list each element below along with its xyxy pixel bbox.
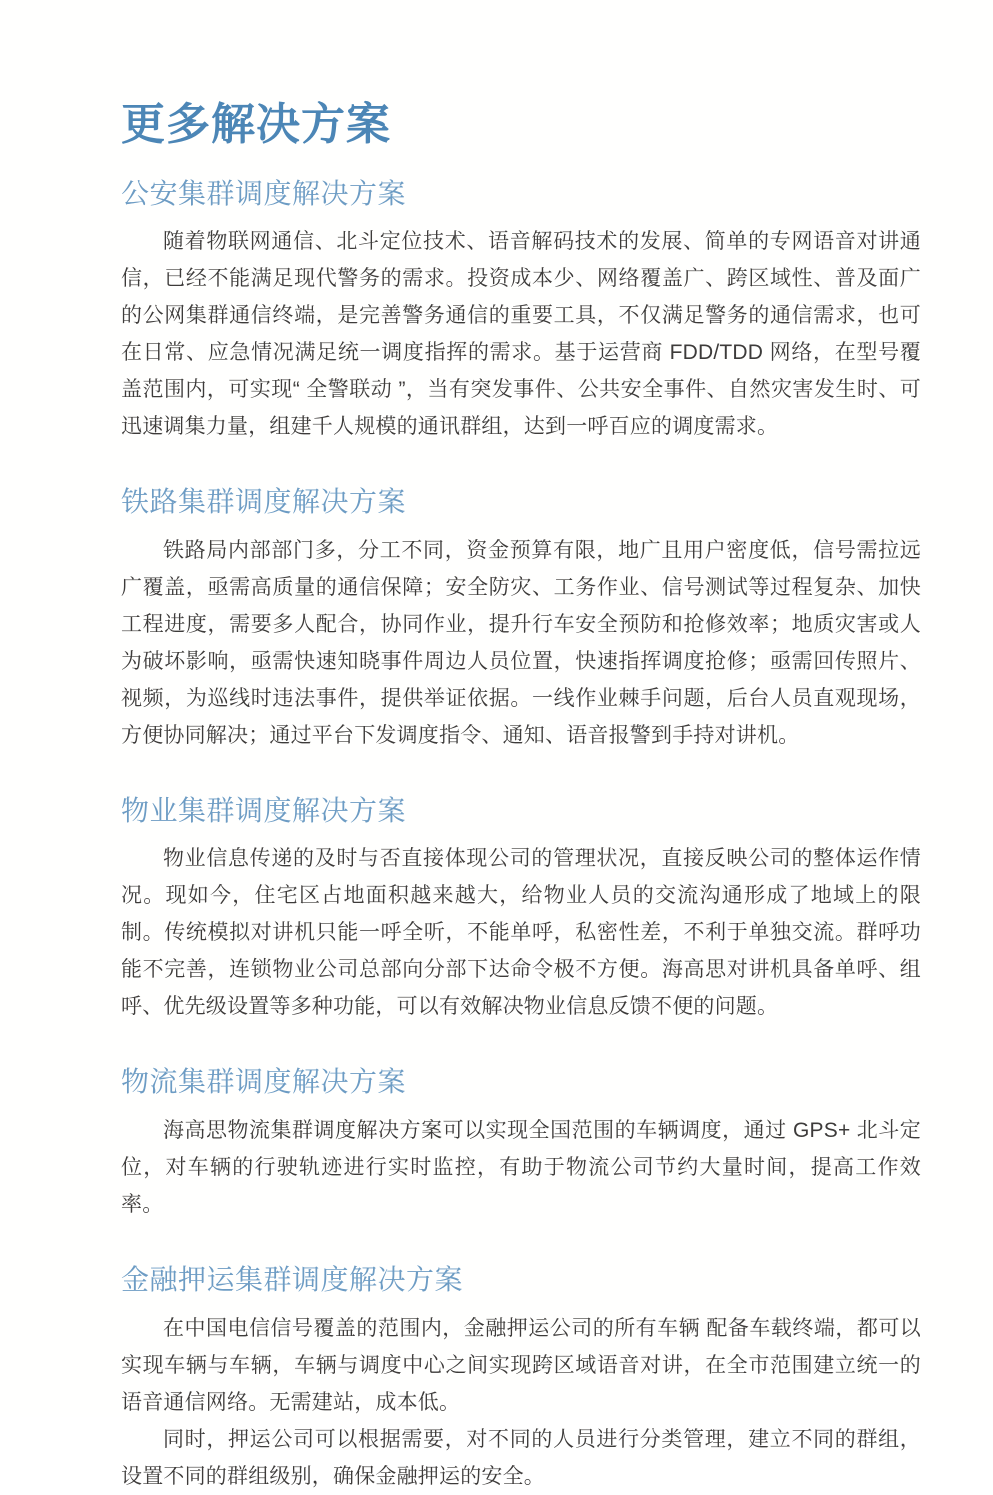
section bbox=[121, 485, 921, 754]
section bbox=[121, 1065, 921, 1223]
body-paragraph: 海高思物流集群调度解决方案可以实现全国范围的车辆调度，通过 GPS+ 北斗定位，对车辆的行驶轨迹进行实时监控，有助于物流公司节约大量时间，提高工作效率。 bbox=[121, 1118, 921, 1216]
section-heading: 公安集群调度解决方案 bbox=[121, 177, 407, 209]
section-heading: 铁路集群调度解决方案 bbox=[121, 486, 407, 518]
section bbox=[121, 1263, 921, 1495]
body-paragraph: 铁路局内部部门多，分工不同，资金预算有限，地广且用户密度低，信号需拉远广覆盖，亟需高质量的通信保障；安全防灾、工务作业、信号测试等过程复杂、加快工程进度，需要多人配合，协同作业，提升行车安全预防和抢修效率；地质灾害或人为破坏影响，亟需快速知晓事件周边人员位置，快速指挥调度抢修；亟需回传照片、视频，为巡线时违法事件，提供举证依据。一线作业棘手问题，后台人员直观现场，方便协同解决；通过平台下发调度指令、通知、语音报警到手持对讲机。 bbox=[121, 538, 921, 747]
body-paragraph: 随着物联网通信、北斗定位技术、语音解码技术的发展、简单的专网语音对讲通信，已经不能满足现代警务的需求。投资成本少、网络覆盖广、跨区域性、普及面广的公网集群通信终端，是完善警务通信的重要工具，不仅满足警务的通信需求，也可在日常、应急情况满足统一调度指挥的需求。基于运营商 FDD/TDD 网络，在型号覆盖范围内，可实现“ 全警联动 ”，当有突发事件、公共安全事件、自然灾害发生时、可迅速调集力量，组建千人规模的通讯群组，达到一呼百应的调度需求。 bbox=[121, 230, 921, 439]
section bbox=[121, 177, 921, 446]
section-heading: 物流集群调度解决方案 bbox=[121, 1066, 407, 1098]
body-paragraph: 物业信息传递的及时与否直接体现公司的管理状况，直接反映公司的整体运作情况。现如今，住宅区占地面积越来越大，给物业人员的交流沟通形成了地域上的限制。传统模拟对讲机只能一呼全听，不能单呼，私密性差，不利于单独交流。群呼功能不完善，连锁物业公司总部向分部下达命令极不方便。海高思对讲机具备单呼、组呼、优先级设置等多种功能，可以有效解决物业信息反馈不便的问题。 bbox=[121, 847, 921, 1019]
page-title: 更多解决方案 bbox=[121, 100, 391, 149]
document-body bbox=[121, 177, 921, 1495]
section-heading: 金融押运集群调度解决方案 bbox=[121, 1263, 464, 1295]
body-paragraph: 在中国电信信号覆盖的范围内，金融押运公司的所有车辆 配备车载终端，都可以实现车辆与车辆，车辆与调度中心之间实现跨区域语音对讲，在全市范围建立统一的语音通信网络。无需建站，成本低。 bbox=[121, 1316, 921, 1414]
section-heading: 物业集群调度解决方案 bbox=[121, 794, 407, 826]
body-paragraph: 同时，押运公司可以根据需要，对不同的人员进行分类管理，建立不同的群组，设置不同的群组级别，确保金融押运的安全。 bbox=[121, 1427, 921, 1488]
section bbox=[121, 794, 921, 1026]
